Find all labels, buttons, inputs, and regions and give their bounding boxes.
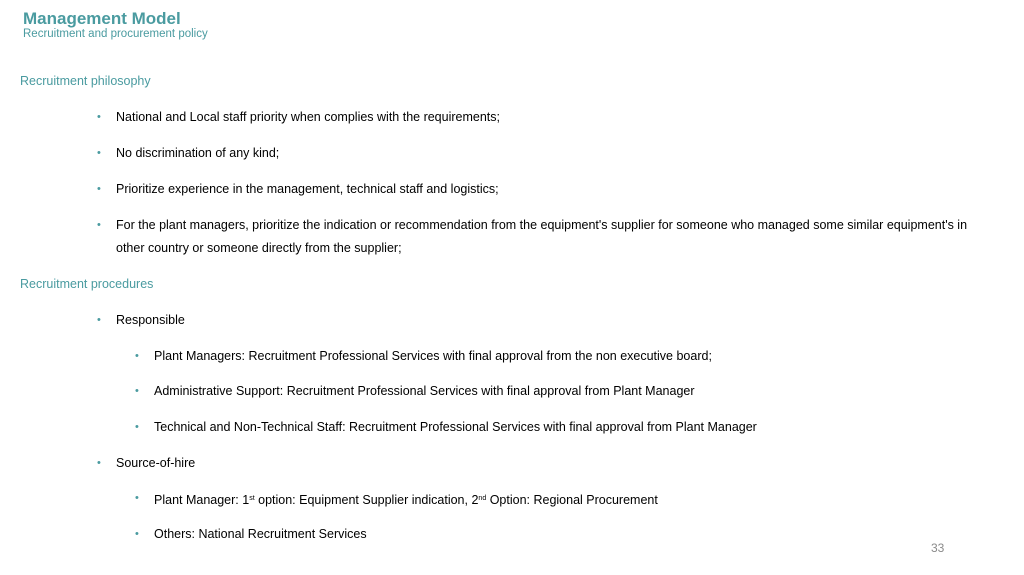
list-item <box>97 142 996 165</box>
bullet-icon: • <box>97 147 101 159</box>
list-item-source-of-hire <box>97 452 996 475</box>
bullet-icon: • <box>135 492 139 504</box>
page-subtitle: Recruitment and procurement policy <box>23 28 208 40</box>
bullet-icon: • <box>97 183 101 195</box>
list-item-text: Technical and Non-Technical Staff: Recruitment Professional Services with final approval from Plant Manager <box>154 420 757 434</box>
list-item-text: For the plant managers, prioritize the indication or recommendation from the equipment's supplier for someone who managed some similar equipment's in other country or someone directly from the supplier; <box>116 218 968 255</box>
list-item <box>97 214 996 260</box>
list-item-text: No discrimination of any kind; <box>116 146 280 160</box>
bullet-icon: • <box>97 457 101 469</box>
section-heading-procedures: Recruitment procedures <box>20 277 154 291</box>
page-title: Management Model <box>23 9 181 28</box>
bullet-icon: • <box>135 385 139 397</box>
list-item-text: Responsible <box>116 313 185 327</box>
bullet-icon: • <box>135 528 139 540</box>
sub-list-item <box>135 345 994 368</box>
list-item-text: Plant Managers: Recruitment Professional Services with final approval from the non executive board; <box>154 349 712 363</box>
list-item-responsible <box>97 309 996 332</box>
list-item-text: Source-of-hire <box>116 456 196 470</box>
bullet-icon: • <box>97 111 101 123</box>
list-item-text-part: Option: Regional Procurement <box>486 493 658 507</box>
bullet-icon: • <box>97 314 101 326</box>
list-item-text: National and Local staff priority when complies with the requirements; <box>116 110 500 124</box>
ordinal-suffix: st <box>249 495 255 502</box>
list-item <box>97 106 996 129</box>
list-item-text: Others: National Recruitment Services <box>154 527 367 541</box>
sub-list-item <box>135 416 994 439</box>
section-heading-philosophy: Recruitment philosophy <box>20 74 151 88</box>
sub-list-item <box>135 380 994 403</box>
list-item-text-part: Plant Manager: 1 <box>154 493 250 507</box>
bullet-icon: • <box>97 219 101 231</box>
sub-list-item-plant-manager <box>135 487 994 512</box>
list-item <box>97 178 996 201</box>
bullet-icon: • <box>135 421 139 433</box>
list-item-text-part: option: Equipment Supplier indication, 2 <box>254 493 479 507</box>
ordinal-suffix: nd <box>478 495 487 502</box>
bullet-icon: • <box>135 350 139 362</box>
page-number: 33 <box>931 541 945 555</box>
sub-list-item-others <box>135 523 994 546</box>
list-item-text: Administrative Support: Recruitment Professional Services with final approval from Plant Manager <box>154 384 695 398</box>
list-item-text: Prioritize experience in the management, technical staff and logistics; <box>116 182 499 196</box>
